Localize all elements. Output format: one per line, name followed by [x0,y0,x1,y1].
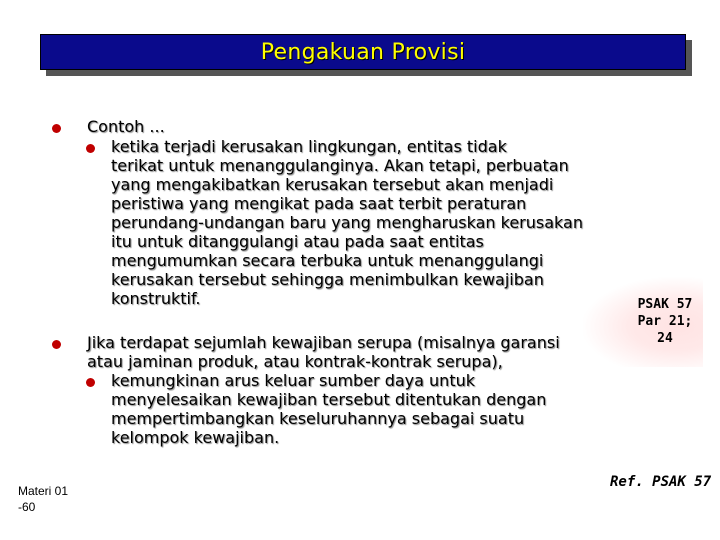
item2-sub-line: kelompok kewajiban. [111,428,280,447]
item2-line: atau jaminan produk, atau kontrak-kontrak serupa), [87,352,503,371]
item2-sub-line: mempertimbangkan keseluruhannya sebagai suatu [111,409,525,428]
item1-sub-line: peristiwa yang mengikat pada saat terbit peraturan [111,194,527,213]
item1-sub-line: perundang-undangan baru yang mengharuskan kerusakan [111,213,583,232]
bullet-dot-1 [52,124,61,133]
item2-sub-line: kemungkinan arus keluar sumber daya untuk [111,371,475,390]
slide-title: Pengakuan Provisi [260,39,466,65]
item1-sub-line: terikat untuk menanggulanginya. Akan tetapi, perbuatan [111,156,569,175]
item1-sub-line: mengumumkan secara terbuka untuk menanggulangi [111,251,544,270]
sub-bullet-dot-1 [86,144,95,153]
item1-lead: Contoh ... [87,117,165,136]
slide-footer: Materi 01 -60 [18,484,69,514]
item1-sub-line: konstruktif. [111,289,201,308]
item2-sub-line: menyelesaikan kewajiban tersebut ditentukan dengan [111,390,547,409]
item2-line: Jika terdapat sejumlah kewajiban serupa (misalnya garansi [87,333,560,352]
reference-note: Ref. PSAK 57 [610,474,712,490]
title-bar [40,34,686,70]
psak-badge: PSAK 57 Par 21; 24 [637,297,693,346]
bullet-dot-2 [52,340,61,349]
item1-sub-line: kerusakan tersebut sehingga menimbulkan kewajiban [111,270,544,289]
item1-sub-line: yang mengakibatkan kerusakan tersebut akan menjadi [111,175,554,194]
item1-sub-line: ketika terjadi kerusakan lingkungan, entitas tidak [111,137,507,156]
item1-sub-line: itu untuk ditanggulangi atau pada saat entitas [111,232,484,251]
sub-bullet-dot-2 [86,378,95,387]
